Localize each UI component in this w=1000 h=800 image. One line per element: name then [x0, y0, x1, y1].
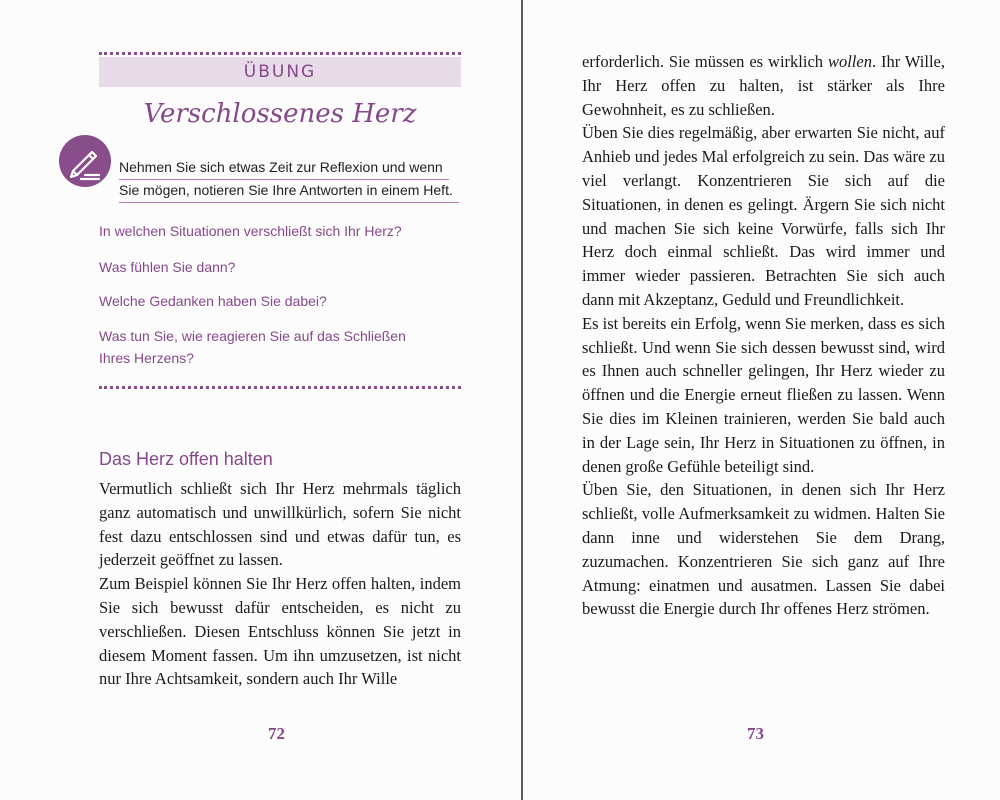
paragraph	[582, 50, 945, 121]
paragraph: Üben Sie dies regelmäßig, aber erwarten Sie nicht, auf Anhieb und jedes Mal erfolgreich zu sein. Das wäre zu viel verlangt. Konzentrieren Sie sich auf die Situationen, in denen es gelingt. Ärgern Sie sich nicht und machen Sie sich keine Vorwürfe, falls sich Ihr Herz doch einmal schließt. Das wird immer und immer wieder passieren. Betrachten Sie sich auch dann mit Akzeptanz, Geduld und Freundlichkeit.	[582, 123, 945, 309]
instruction-line: Sie mögen, notieren Sie Ihre Antworten in einem Heft.	[119, 180, 459, 203]
exercise-label: ÜBUNG	[99, 57, 461, 87]
right-page	[523, 0, 1000, 800]
exercise-title: Verschlossenes Herz	[143, 99, 417, 129]
exercise-instruction	[119, 157, 461, 203]
text-run: erforderlich. Sie müssen es wirklich	[582, 52, 828, 71]
paragraph: Vermutlich schließt sich Ihr Herz mehrmals täglich ganz automatisch und unwillkürlich, sofern Sie nicht fest dazu entschlossen sind und etwas dafür tun, es jederzeit geöffnet zu lassen.	[99, 479, 461, 570]
section-heading: Das Herz offen halten	[99, 449, 273, 469]
body-text-right	[582, 50, 945, 621]
page-number-left: 72	[268, 724, 285, 743]
instruction-line: Nehmen Sie sich etwas Zeit zur Reflexion und wenn	[119, 157, 449, 180]
reflection-question: In welchen Situationen verschließt sich Ihr Herz?	[99, 223, 402, 239]
paragraph: Zum Beispiel können Sie Ihr Herz offen halten, indem Sie sich bewusst dafür entscheiden, es nicht zu verschließen. Diesen Entschluss können Sie jetzt in diesem Moment fassen. Um ihn umzusetzen, ist nicht nur Ihre Achtsamkeit, sondern auch Ihr Wille	[99, 574, 461, 689]
paragraph: Üben Sie, den Situationen, in denen sich Ihr Herz schließt, volle Aufmerksamkeit zu widmen. Halten Sie dann inne und widerstehen Sie dem Drang, zuzumachen. Konzentrieren Sie sich ganz auf Ihre Atmung: einatmen und ausatmen. Lassen Sie dabei bewusst die Energie durch Ihr offenes Herz strömen.	[582, 480, 945, 619]
paragraph: Es ist bereits ein Erfolg, wenn Sie merken, dass es sich schließt. Und wenn Sie sich dessen bewusst sind, wird es Ihnen auch schneller gelingen, Ihr Herz wieder zu öffnen und die Energie erneut fließen zu lassen. Wenn Sie dies im Kleinen trainieren, werden Sie bald auch in der Lage sein, Ihr Herz in Situationen zu öffnen, in denen große Gefühle beteiligt sind.	[582, 313, 945, 476]
body-text-left	[99, 477, 461, 691]
reflection-question: Was tun Sie, wie reagieren Sie auf das Schließen Ihres Herzens?	[99, 328, 406, 366]
text-run: . Ihr Wille, Ihr Herz offen zu halten, ist stärker als Ihre Gewohnheit, es zu schließen.	[582, 52, 945, 119]
dotted-divider-bottom	[99, 386, 461, 389]
page-number-right: 73	[747, 724, 764, 743]
reflection-question: Welche Gedanken haben Sie dabei?	[99, 293, 327, 309]
reflection-question: Was fühlen Sie dann?	[99, 259, 236, 275]
pencil-icon	[59, 135, 111, 187]
emphasized-word: wollen	[827, 52, 872, 71]
dotted-divider-top	[99, 52, 461, 55]
